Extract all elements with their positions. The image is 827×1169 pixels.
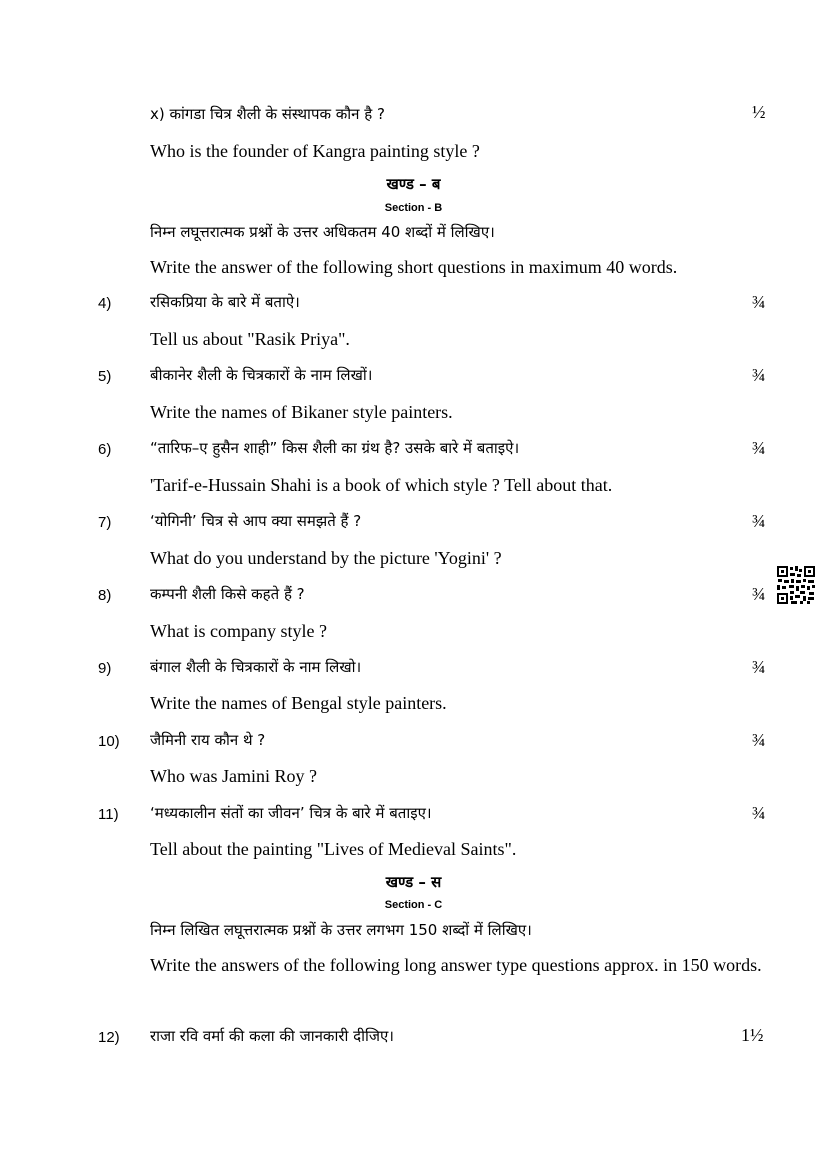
- question-english: Tell us about "Rasik Priya".: [150, 329, 350, 349]
- question-hindi: ‘मध्यकालीन संतों का जीवन’ चित्र के बारे में बताइए।: [150, 804, 432, 822]
- question-number: 10): [98, 733, 120, 750]
- question-number: 7): [98, 514, 112, 531]
- question-mark: ¾: [752, 584, 766, 604]
- question-hindi: कम्पनी शैली किसे कहते हैं ?: [150, 585, 305, 603]
- section-c-instruction-english: Write the answers of the following long answer type questions approx. in 150 words.: [150, 955, 762, 975]
- question-number: 6): [98, 441, 112, 458]
- question-number: 11): [98, 806, 119, 823]
- question-hindi: ‘योगिनी’ चित्र से आप क्या समझते हैं ?: [150, 512, 362, 530]
- question-mark: ¾: [752, 657, 766, 677]
- question-x-english: Who is the founder of Kangra painting style ?: [150, 141, 480, 161]
- question-mark: ¾: [752, 438, 766, 458]
- question-english: Write the names of Bengal style painters.: [150, 693, 447, 713]
- question-x-hindi: x) कांगडा चित्र शैली के संस्थापक कौन है ?: [150, 105, 385, 123]
- question-hindi: जैमिनी राय कौन थे ?: [150, 731, 266, 749]
- section-b-title-hindi: खण्ड – ब: [386, 175, 441, 193]
- question-hindi: बीकानेर शैली के चित्रकारों के नाम लिखों।: [150, 366, 373, 384]
- question-english: 'Tarif-e-Hussain Shahi is a book of which style ? Tell about that.: [150, 475, 613, 495]
- question-hindi: बंगाल शैली के चित्रकारों के नाम लिखो।: [150, 658, 362, 676]
- question-english: What is company style ?: [150, 621, 327, 641]
- section-c-title-english: Section - C: [384, 899, 443, 911]
- question-hindi: रसिकप्रिया के बारे में बताऐ।: [150, 293, 300, 311]
- question-mark: ¾: [752, 292, 766, 312]
- question-number: 5): [98, 368, 112, 385]
- question-mark: ¾: [752, 730, 766, 750]
- question-mark: ¾: [752, 365, 766, 385]
- question-number: 4): [98, 295, 112, 312]
- question-x-mark: ½: [752, 102, 766, 122]
- section-b-instruction-english: Write the answer of the following short questions in maximum 40 words.: [150, 257, 678, 277]
- question-english: What do you understand by the picture 'Yogini' ?: [150, 548, 502, 568]
- question-mark: ¾: [752, 511, 766, 531]
- question-number: 9): [98, 660, 112, 677]
- section-b-title-english: Section - B: [384, 202, 443, 214]
- question-hindi: “तारिफ–ए हुसैन शाही” किस शैली का ग्रंथ है? उसके बारे में बताइऐ।: [150, 439, 520, 457]
- qr-code-icon: [776, 565, 816, 605]
- section-b-instruction-hindi: निम्न लघूत्तरात्मक प्रश्नों के उत्तर अधिकतम 40 शब्दों में लिखिए।: [150, 223, 495, 241]
- question-number: 8): [98, 587, 112, 604]
- question-mark: ¾: [752, 803, 766, 823]
- question-hindi: राजा रवि वर्मा की कला की जानकारी दीजिए।: [150, 1027, 394, 1045]
- question-mark: 1½: [741, 1025, 764, 1045]
- section-c-instruction-hindi: निम्न लिखित लघूत्तरात्मक प्रश्नों के उत्तर लगभग 150 शब्दों में लिखिए।: [150, 921, 532, 939]
- question-english: Write the names of Bikaner style painters.: [150, 402, 453, 422]
- section-c-title-hindi: खण्ड – स: [385, 873, 442, 891]
- question-english: Tell about the painting "Lives of Medieval Saints".: [150, 839, 517, 859]
- question-english: Who was Jamini Roy ?: [150, 766, 317, 786]
- question-number: 12): [98, 1029, 120, 1046]
